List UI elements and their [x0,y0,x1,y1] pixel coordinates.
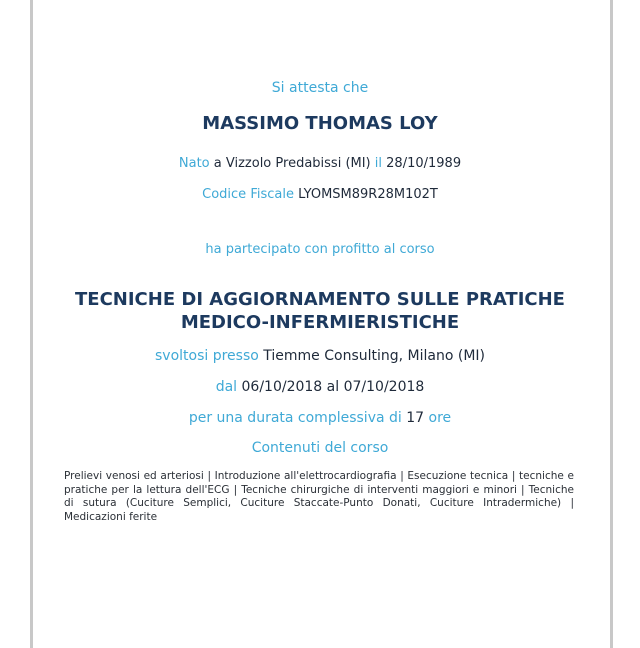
on-label: il [374,156,383,171]
course-contents: Prelievi venosi ed arteriosi | Introduzione all'elettrocardiografia | Esecuzione tecnica | tecniche e pratiche per la lettura dell'ECG | Tecniche chirurgiche di interventi maggiori e minori | Tecniche di sutura (Cuciture Semplici, Cuciture Staccate-Punto Donati, Cuciture Intradermiche) | Medicazioni ferite [64,470,574,523]
held-label: svoltosi presso [154,348,259,364]
course-dates [0,379,640,395]
participation-text: ha partecipato con profitto al corso [205,242,435,257]
duration-label: per una durata complessiva di [188,410,402,426]
from-label: dal [215,379,238,395]
tax-code [0,187,640,202]
tax-code-value: LYOMSM89R28M102T [298,187,438,202]
birth-date: 28/10/1989 [386,156,462,171]
tax-code-label: Codice Fiscale [202,187,294,202]
contents-heading: Contenuti del corso [251,440,389,456]
recipient-name: MASSIMO THOMAS LOY [202,113,438,134]
duration-hours: 17 [406,410,425,426]
course-location [0,348,640,364]
to-label: al [326,379,340,395]
course-duration [0,410,640,426]
course-title-line2: MEDICO-INFERMIERISTICHE [180,312,460,333]
born-label: Nato [178,156,210,171]
birth-info [0,156,640,171]
course-title [0,288,640,334]
from-date: 06/10/2018 [241,379,323,395]
course-title-line1: TECNICHE DI AGGIORNAMENTO SULLE PRATICHE [75,289,565,310]
held-value: Tiemme Consulting, Milano (MI) [263,348,485,364]
intro-text: Si attesta che [271,80,369,96]
duration-unit: ore [428,410,452,426]
birth-place: a Vizzolo Predabissi (MI) [213,156,371,171]
to-date: 07/10/2018 [343,379,425,395]
